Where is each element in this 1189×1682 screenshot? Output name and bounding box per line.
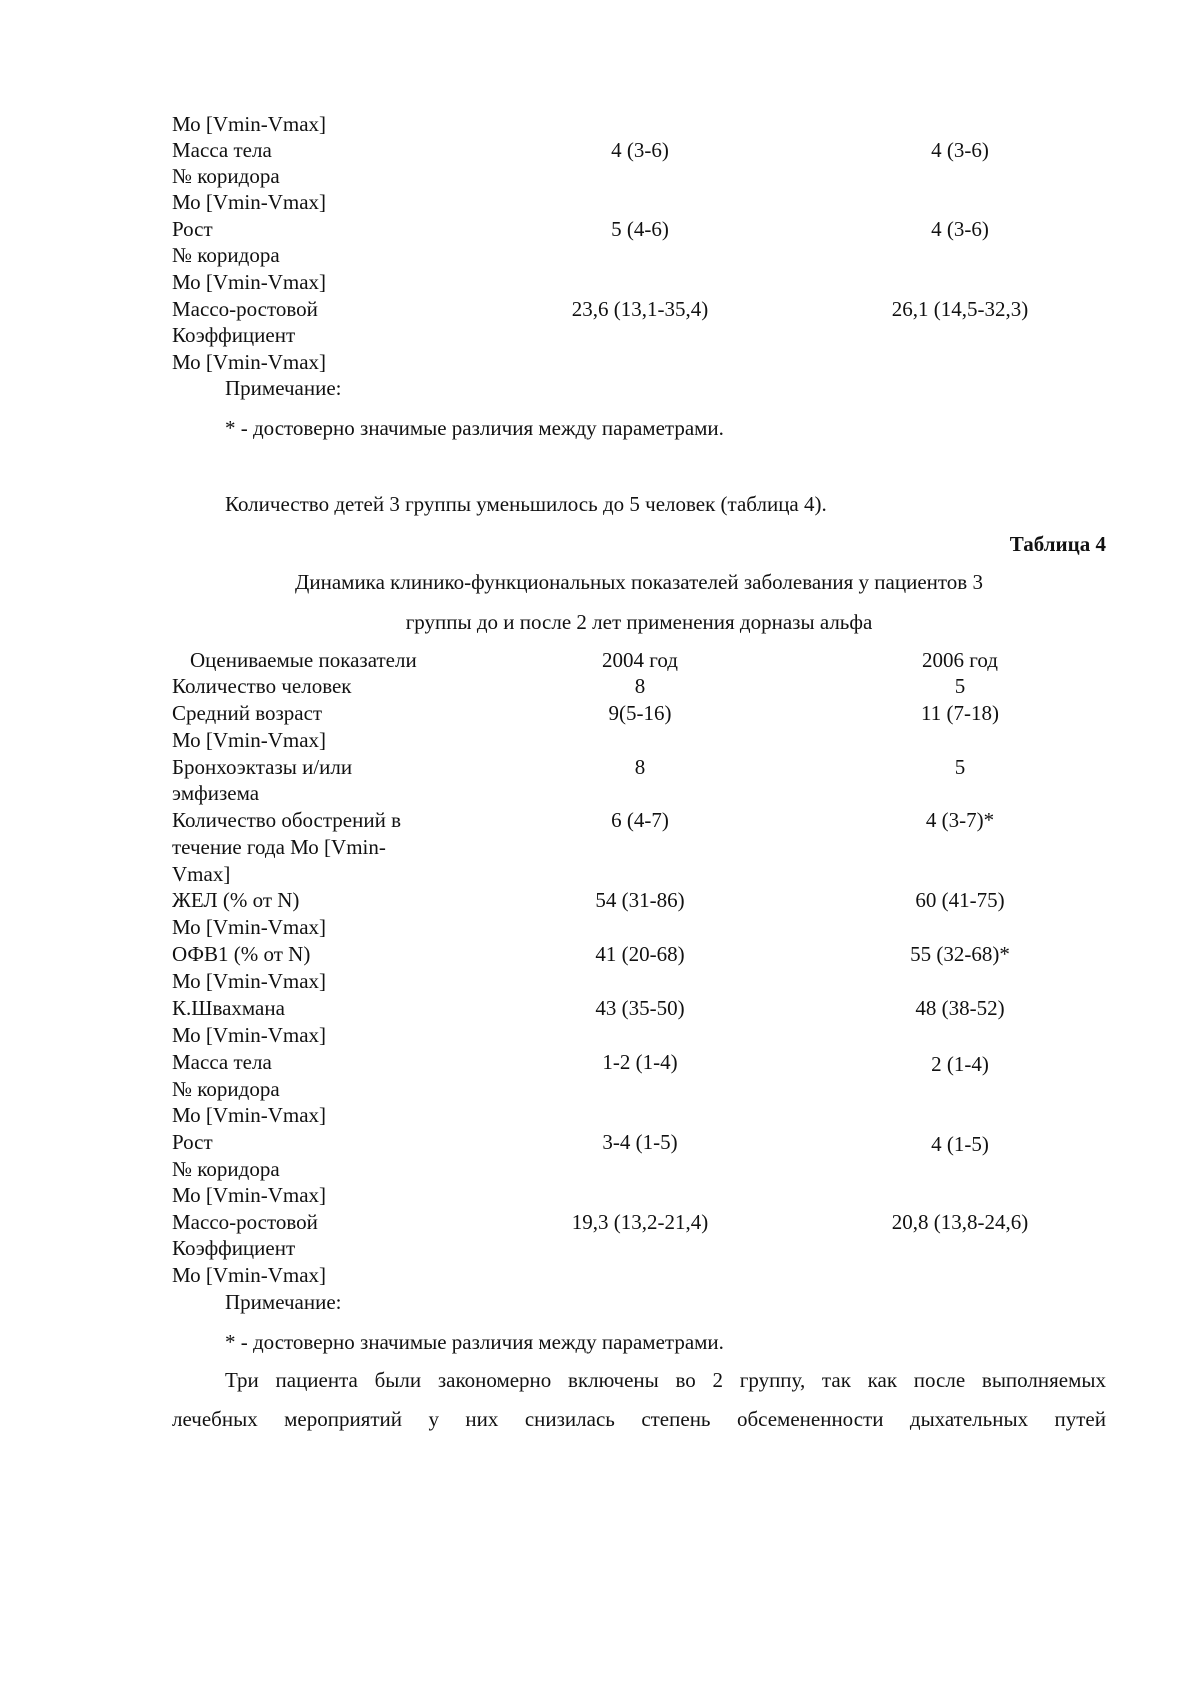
- table3-row-label: Коэффициент: [172, 323, 296, 347]
- table3-row-label: Мо [Vmin-Vmax]: [172, 190, 327, 214]
- table3-row-label: № коридора: [172, 164, 280, 188]
- table4-caption-line: Динамика клинико-функциональных показателей заболевания у пациентов 3: [295, 570, 983, 594]
- table3-note-text: * - достоверно значимые различия между параметрами.: [225, 416, 724, 440]
- table4-row-label: Мо [Vmin-Vmax]: [172, 728, 327, 752]
- table4-row-label: Мо [Vmin-Vmax]: [172, 969, 327, 993]
- table4-cell-value: 20,8 (13,8-24,6): [891, 1210, 1029, 1234]
- table4-row-label: Мо [Vmin-Vmax]: [172, 1183, 327, 1207]
- closing-paragraph-line: лечебных мероприятий у них снизилась степень обсемененности дыхательных путей: [172, 1407, 1106, 1431]
- table4-cell-value: 54 (31-86): [595, 888, 685, 912]
- table4-row-label: течение года Мо [Vmin-: [172, 835, 386, 859]
- table4-row-label: Рост: [172, 1130, 213, 1154]
- table4-row-label: ОФВ1 (% от N): [172, 942, 311, 966]
- table4-cell-value: 48 (38-52): [915, 996, 1005, 1020]
- table4-cell-value: 3-4 (1-5): [602, 1130, 678, 1154]
- table3-row-label: Рост: [172, 217, 213, 241]
- table4-row-label: Средний возраст: [172, 701, 323, 725]
- table4-row-label: Vmax]: [172, 862, 231, 886]
- table4-header-2004: 2004 год: [602, 648, 678, 672]
- table4-cell-value: 43 (35-50): [595, 996, 685, 1020]
- table3-cell-value: 23,6 (13,1-35,4): [571, 297, 709, 321]
- table4-row-label: Масса тела: [172, 1050, 272, 1074]
- table4-row-label: Коэффициент: [172, 1236, 296, 1260]
- table4-cell-value: 9(5-16): [608, 701, 672, 725]
- intro-paragraph: Количество детей 3 группы уменьшилось до 5 человек (таблица 4).: [225, 492, 827, 516]
- table4-row-label: Мо [Vmin-Vmax]: [172, 1103, 327, 1127]
- table4-cell-value: 2 (1-4): [931, 1052, 989, 1076]
- table4-row-label: Количество человек: [172, 674, 352, 698]
- table4-cell-value: 41 (20-68): [595, 942, 685, 966]
- table3-cell-value: 4 (3-6): [611, 138, 669, 162]
- table3-cell-value: 4 (3-6): [931, 138, 989, 162]
- table4-note-label: Примечание:: [225, 1290, 342, 1314]
- table3-row-label: Мо [Vmin-Vmax]: [172, 112, 327, 136]
- table4-cell-value: 5: [954, 674, 966, 698]
- table3-row-label: Масса тела: [172, 138, 272, 162]
- table4-row-label: Мо [Vmin-Vmax]: [172, 915, 327, 939]
- table4-row-label: эмфизема: [172, 781, 260, 805]
- table3-row-label: Мо [Vmin-Vmax]: [172, 270, 327, 294]
- table3-row-label: Мо [Vmin-Vmax]: [172, 350, 327, 374]
- table4-row-label: Бронхоэктазы и/или: [172, 755, 353, 779]
- table4-row-label: Мо [Vmin-Vmax]: [172, 1263, 327, 1287]
- table3-row-label: Массо-ростовой: [172, 297, 318, 321]
- table4-header-2006: 2006 год: [922, 648, 998, 672]
- table4-note-text: * - достоверно значимые различия между параметрами.: [225, 1330, 724, 1354]
- table4-header-indicators: Оцениваемые показатели: [190, 648, 417, 672]
- table4-cell-value: 8: [634, 674, 646, 698]
- table4-row-label: Количество обострений в: [172, 808, 401, 832]
- table4-cell-value: 1-2 (1-4): [602, 1050, 678, 1074]
- table4-cell-value: 19,3 (13,2-21,4): [571, 1210, 709, 1234]
- table3-cell-value: 4 (3-6): [931, 217, 989, 241]
- table4-cell-value: 6 (4-7): [611, 808, 669, 832]
- table4-row-label: Массо-ростовой: [172, 1210, 318, 1234]
- table4-cell-value: 55 (32-68)*: [910, 942, 1010, 966]
- closing-paragraph-line: Три пациента были закономерно включены во 2 группу, так как после выполняемых: [225, 1368, 1106, 1392]
- table3-row-label: № коридора: [172, 243, 280, 267]
- table4-row-label: Мо [Vmin-Vmax]: [172, 1023, 327, 1047]
- table4-cell-value: 11 (7-18): [921, 701, 999, 725]
- table4-row-label: № коридора: [172, 1157, 280, 1181]
- table4-caption-line: группы до и после 2 лет применения дорназы альфа: [405, 610, 873, 634]
- table3-cell-value: 26,1 (14,5-32,3): [891, 297, 1029, 321]
- table3-note-label: Примечание:: [225, 376, 342, 400]
- table4-row-label: № коридора: [172, 1077, 280, 1101]
- table4-cell-value: 8: [634, 755, 646, 779]
- table4-cell-value: 60 (41-75): [915, 888, 1005, 912]
- table4-label: Таблица 4: [1009, 532, 1106, 556]
- table4-cell-value: 5: [954, 755, 966, 779]
- table4-row-label: К.Швахмана: [172, 996, 285, 1020]
- table4-cell-value: 4 (3-7)*: [925, 808, 995, 832]
- table4-row-label: ЖЕЛ (% от N): [172, 888, 300, 912]
- table4-cell-value: 4 (1-5): [931, 1132, 989, 1156]
- table3-cell-value: 5 (4-6): [611, 217, 669, 241]
